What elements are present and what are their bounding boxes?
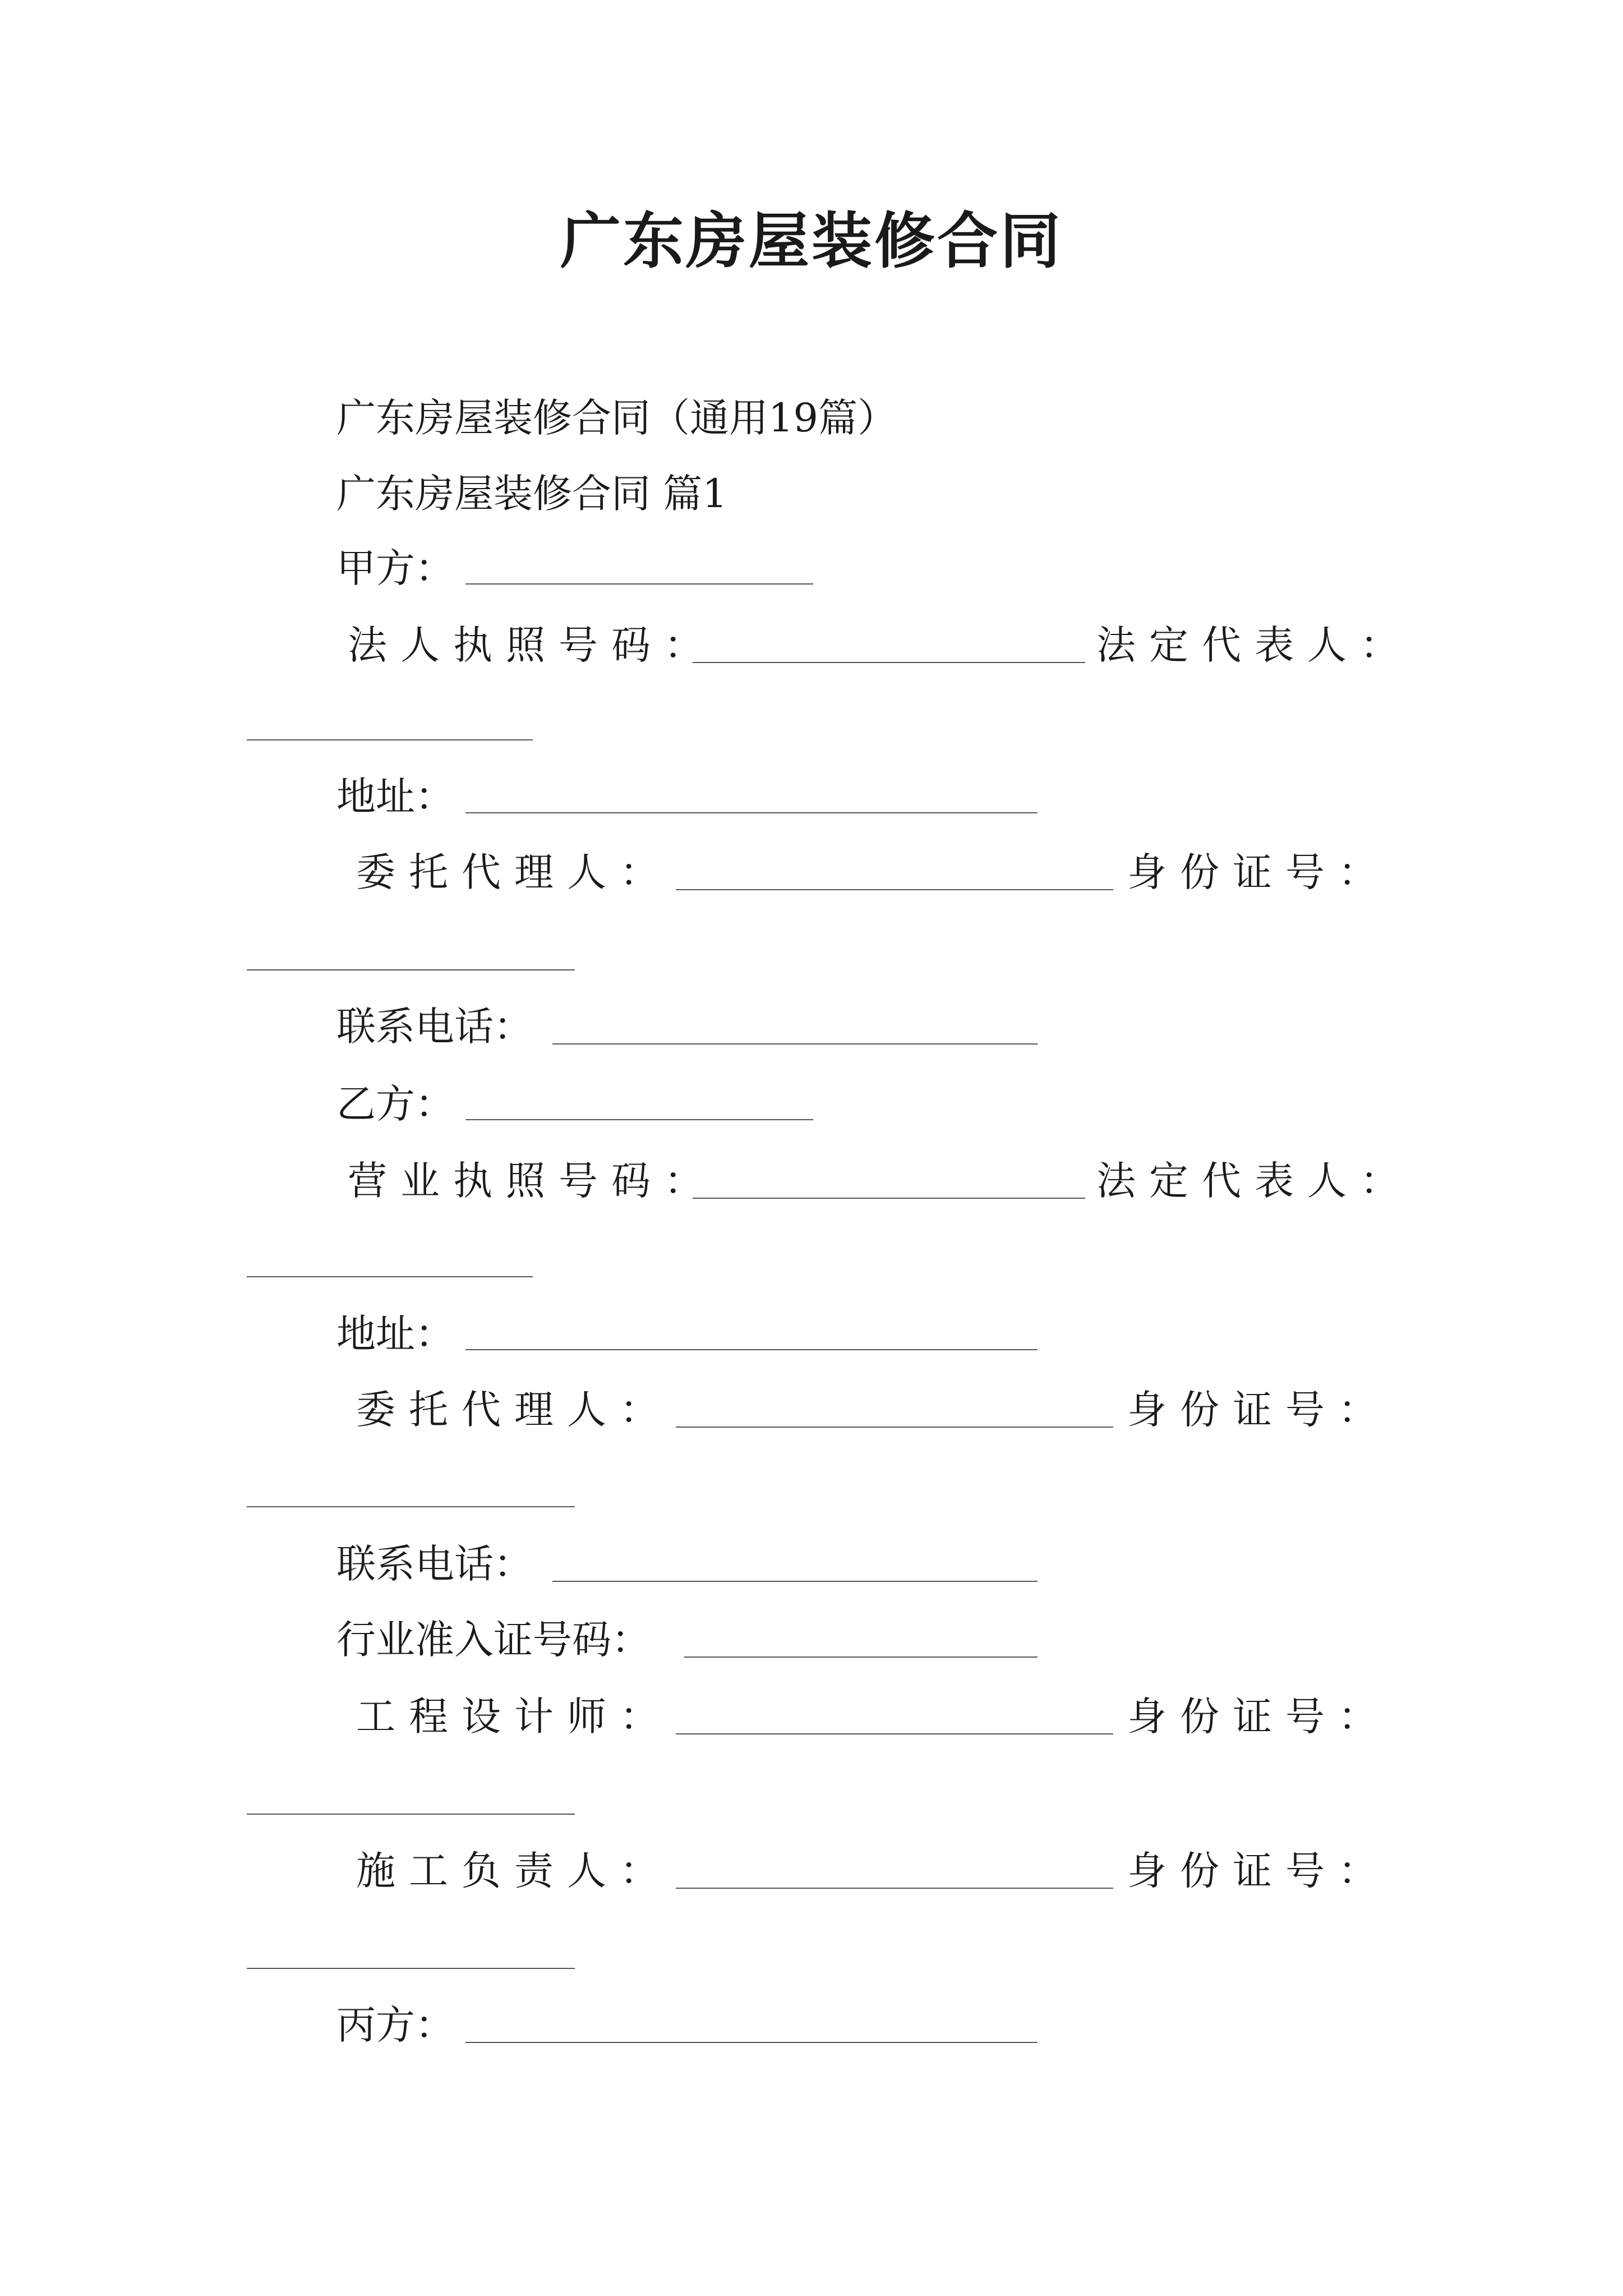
b-agent-id-blank[interactable] <box>247 1506 575 1507</box>
a-agent-id-blank[interactable] <box>247 969 575 970</box>
party-b-blank[interactable] <box>465 1119 813 1120</box>
b-legal-rep-label: 法定代表人： <box>1096 1158 1413 1204</box>
b-designer-id-label: 身份证号： <box>1127 1694 1391 1740</box>
a-license-label: 法人执照号码： <box>348 622 717 668</box>
b-license-blank[interactable] <box>693 1198 1085 1199</box>
b-address-label: 地址： <box>336 1311 454 1357</box>
part-heading: 广东房屋装修合同 篇1 <box>336 471 727 517</box>
party-c-label: 丙方： <box>336 2002 454 2048</box>
a-agent-label: 委托代理人： <box>356 849 672 895</box>
b-agent-blank[interactable] <box>676 1427 1113 1428</box>
b-legal-rep-blank[interactable] <box>247 1276 533 1277</box>
a-legal-rep-label: 法定代表人： <box>1096 622 1413 668</box>
b-lead-id-blank[interactable] <box>247 1968 575 1969</box>
b-designer-blank[interactable] <box>676 1733 1113 1734</box>
party-b-label: 乙方： <box>336 1081 454 1127</box>
a-address-blank[interactable] <box>465 812 1038 813</box>
a-phone-label: 联系电话： <box>336 1004 533 1050</box>
b-designer-id-blank[interactable] <box>247 1814 575 1815</box>
b-agent-id-label: 身份证号： <box>1127 1387 1391 1433</box>
b-phone-label: 联系电话： <box>336 1541 533 1587</box>
b-address-blank[interactable] <box>465 1349 1038 1350</box>
party-a-label: 甲方： <box>336 545 454 591</box>
a-agent-blank[interactable] <box>676 889 1113 890</box>
b-phone-blank[interactable] <box>552 1581 1038 1582</box>
b-license-label: 营业执照号码： <box>348 1158 717 1204</box>
b-construction-lead-label: 施工负责人： <box>356 1848 672 1894</box>
b-construction-lead-blank[interactable] <box>676 1888 1113 1889</box>
b-designer-label: 工程设计师： <box>356 1694 672 1740</box>
document-title: 广东房屋装修合同 <box>560 206 1063 277</box>
b-industry-cert-blank[interactable] <box>684 1657 1038 1658</box>
a-legal-rep-blank[interactable] <box>247 739 533 740</box>
b-agent-label: 委托代理人： <box>356 1387 672 1433</box>
b-industry-cert-label: 行业准入证号码： <box>336 1617 651 1663</box>
document-subtitle: 广东房屋装修合同（通用19篇） <box>336 395 897 441</box>
a-address-label: 地址： <box>336 774 454 820</box>
party-c-blank[interactable] <box>465 2042 1038 2043</box>
party-a-blank[interactable] <box>465 583 813 585</box>
b-lead-id-label: 身份证号： <box>1127 1848 1391 1894</box>
a-agent-id-label: 身份证号： <box>1127 849 1391 895</box>
a-license-blank[interactable] <box>693 662 1085 663</box>
a-phone-blank[interactable] <box>552 1043 1038 1045</box>
